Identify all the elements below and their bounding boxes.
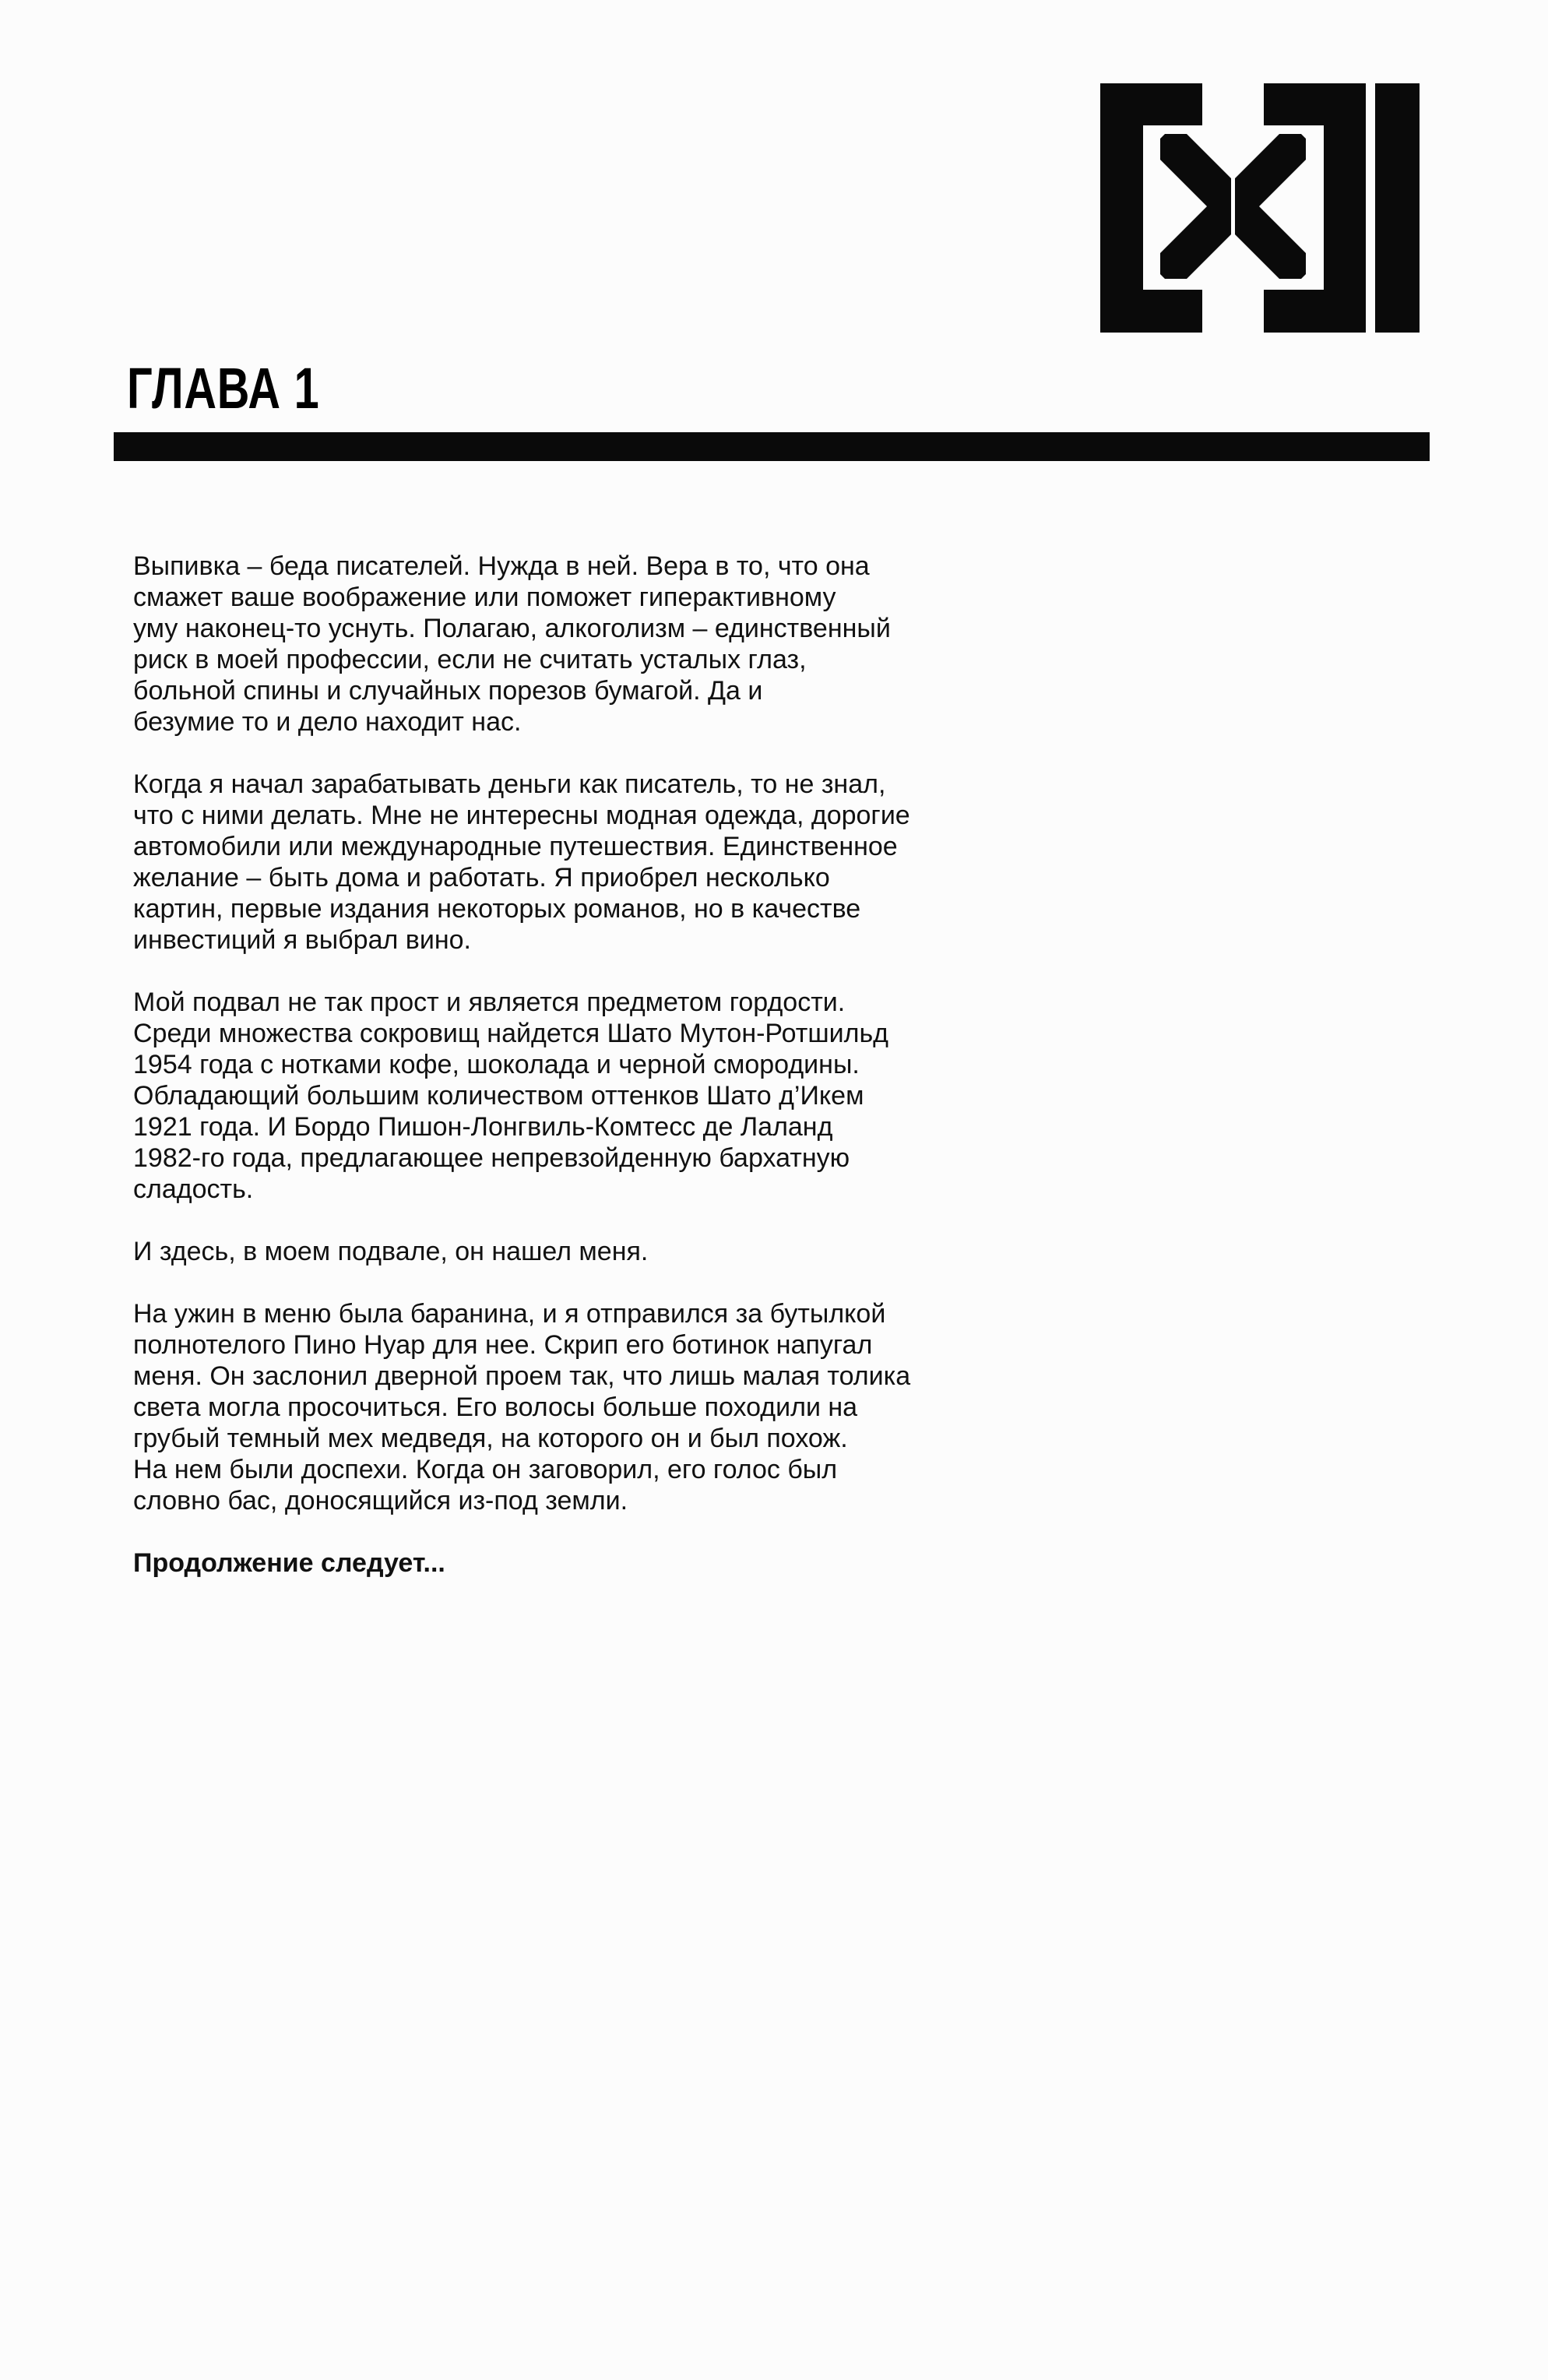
text-line: инвестиций я выбрал вино. bbox=[133, 925, 471, 955]
paragraph bbox=[133, 551, 1145, 738]
text-line: картин, первые издания некоторых романов, но в качестве bbox=[133, 894, 861, 924]
chapter-body bbox=[133, 551, 1145, 1610]
text-line: Выпивка – беда писателей. Нужда в ней. Вера в то, что она bbox=[133, 551, 870, 581]
text-line: грубый темный мех медведя, на которого он и был похож. bbox=[133, 1424, 848, 1453]
text-line: Среди множества сокровищ найдется Шато Мутон-Ротшильд bbox=[133, 1019, 888, 1048]
text-line: больной спины и случайных порезов бумагой. Да и bbox=[133, 676, 763, 706]
logo-right-chevron bbox=[1235, 134, 1306, 279]
paragraph bbox=[133, 769, 1145, 956]
text-line: Обладающий большим количеством оттенков Шато д’Икем bbox=[133, 1081, 864, 1111]
text-line: света могла просочиться. Его волосы больше походили на bbox=[133, 1392, 858, 1422]
chapter-title: ГЛАВА 1 bbox=[127, 356, 320, 421]
text-line: желание – быть дома и работать. Я приобрел несколько bbox=[133, 863, 830, 892]
text-line: что с ними делать. Мне не интересны модная одежда, дорогие bbox=[133, 801, 910, 830]
text-line: уму наконец-то уснуть. Полагаю, алкоголизм – единственный bbox=[133, 614, 891, 643]
to-be-continued-text: Продолжение следует... bbox=[133, 1548, 445, 1578]
text-line: полнотелого Пино Нуар для нее. Скрип его ботинок напугал bbox=[133, 1330, 873, 1360]
text-line: сладость. bbox=[133, 1174, 254, 1204]
text-line: На нем были доспехи. Когда он заговорил, его голос был bbox=[133, 1455, 838, 1484]
text-line: безумие то и дело находит нас. bbox=[133, 707, 522, 737]
text-line: 1982-го года, предлагающее непревзойденную бархатную bbox=[133, 1143, 850, 1173]
logo-right-bracket bbox=[1264, 83, 1366, 333]
to-be-continued bbox=[133, 1547, 1145, 1579]
text-line: риск в моей профессии, если не считать усталых глаз, bbox=[133, 645, 807, 674]
text-line: автомобили или международные путешествия. Единственное bbox=[133, 832, 898, 861]
heading-divider bbox=[114, 432, 1430, 461]
text-line: 1921 года. И Бордо Пишон-Лонгвиль-Комтесс де Лаланд bbox=[133, 1112, 833, 1142]
logo-left-chevron bbox=[1160, 134, 1231, 279]
text-line: Когда я начал зарабатывать деньги как писатель, то не знал, bbox=[133, 769, 886, 799]
text-line: меня. Он заслонил дверной проем так, что лишь малая толика bbox=[133, 1361, 911, 1391]
text-line: 1954 года с нотками кофе, шоколада и черной смородины. bbox=[133, 1050, 860, 1079]
text-line: И здесь, в моем подвале, он нашел меня. bbox=[133, 1237, 649, 1266]
logo-left-bracket bbox=[1100, 83, 1202, 333]
text-line: смажет ваше воображение или поможет гиперактивному bbox=[133, 583, 836, 612]
text-line: словно бас, доносящийся из-под земли. bbox=[133, 1486, 628, 1516]
text-line: На ужин в меню была баранина, и я отправился за бутылкой bbox=[133, 1299, 886, 1329]
paragraph bbox=[133, 1236, 1145, 1267]
text-line: Мой подвал не так прост и является предметом гордости. bbox=[133, 988, 846, 1017]
paragraph bbox=[133, 987, 1145, 1205]
paragraph bbox=[133, 1298, 1145, 1516]
bracketed-x-logo-icon bbox=[1075, 62, 1448, 358]
logo-bar bbox=[1375, 83, 1420, 333]
